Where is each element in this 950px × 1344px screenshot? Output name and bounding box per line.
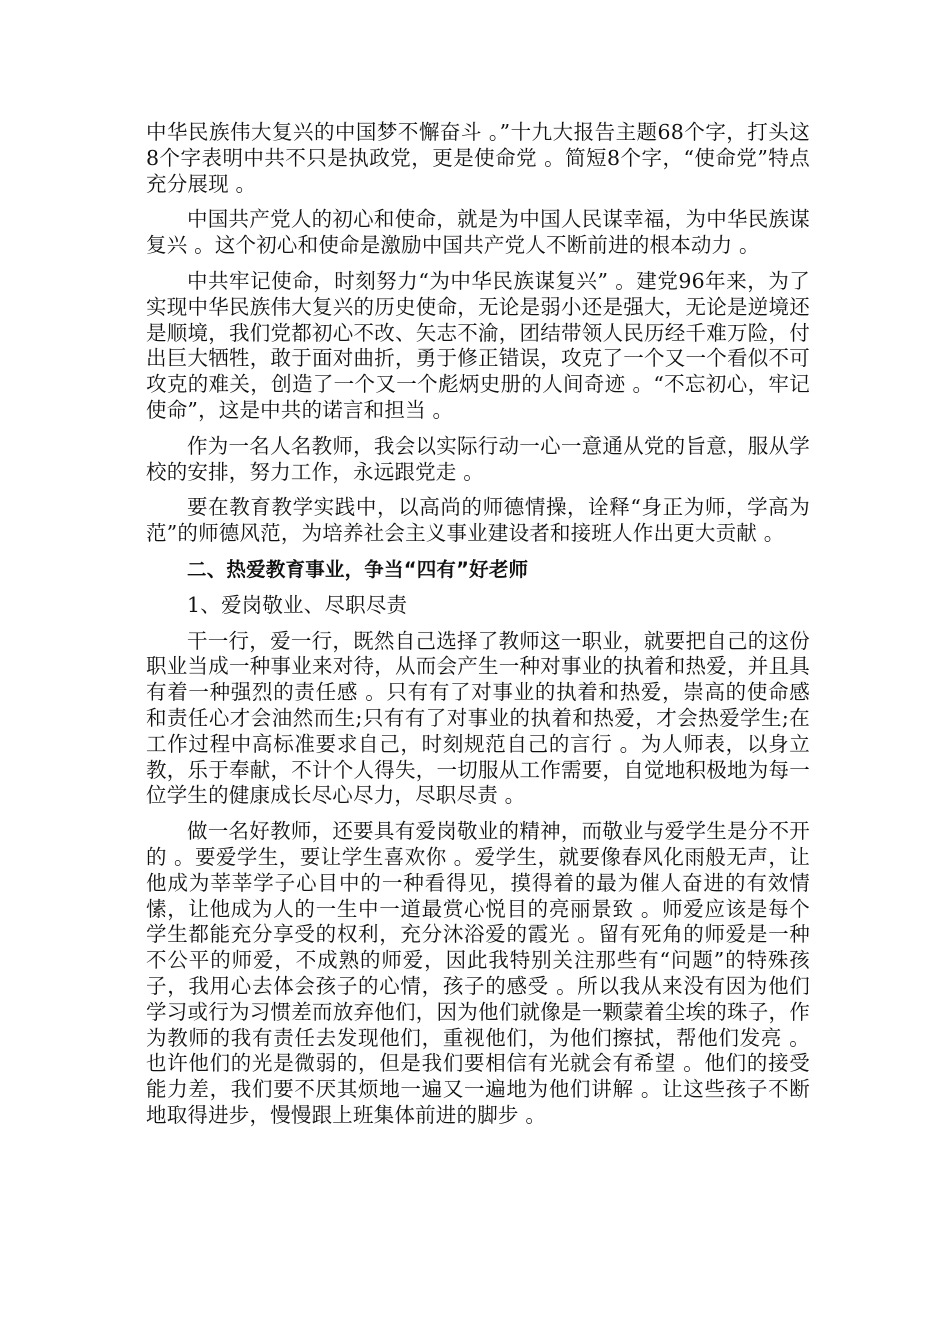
paragraph-5: 要在教育教学实践中，以高尚的师德情操，诠释“身正为师，学高为范”的师德风范，为培养社会主义事业建设者和接班人作出更大贡献 。	[146, 495, 810, 546]
section-subheading: 1、爱岗敬业、尽职尽责	[187, 592, 408, 617]
paragraph-1: 中华民族伟大复兴的中国梦不懈奋斗 。”十九大报告主题68个字，打头这8个字表明中共不只是执政党，更是使命党 。简短8个字，“使命党”特点充分展现 。	[146, 120, 810, 196]
paragraph-7: 做一名好教师，还要具有爱岗敬业的精神，而敬业与爱学生是分不开的 。要爱学生，要让学生喜欢你 。爱学生，就要像春风化雨般无声，让他成为莘莘学子心目中的一种看得见，摸得着的最为催人奋进的有效情愫，让他成为人的一生中一道最赏心悦目的亮丽景致 。师爱应该是每个学生都能充分享受的权利，充分沐浴爱的霞光 。留有死角的师爱是一种不公平的师爱，不成熟的师爱，因此我特别关注那些有“问题”的特殊孩子，我用心去体会孩子的心情，孩子的感受 。所以我从来没有因为他们学习或行为习惯差而放弃他们，因为他们就像是一颗蒙着尘埃的珠子，作为教师的我有责任去发现他们，重视他们，为他们擦拭，帮他们发亮 。也许他们的光是微弱的，但是我们要相信有光就会有希望 。他们的接受能力差，我们要不厌其烦地一遍又一遍地为他们讲解 。让这些孩子不断地取得进步，慢慢跟上班集体前进的脚步 。	[146, 819, 810, 1127]
paragraph-4: 作为一名人名教师，我会以实际行动一心一意通从党的旨意，服从学校的安排，努力工作，永远跟党走 。	[146, 433, 810, 484]
document-page	[146, 120, 810, 1139]
section-heading: 二、热爱教育事业，争当“四有”好老师	[187, 557, 529, 581]
paragraph-2: 中国共产党人的初心和使命，就是为中国人民谋幸福，为中华民族谋复兴 。这个初心和使命是激励中国共产党人不断前进的根本动力 。	[146, 207, 810, 258]
paragraph-3: 中共牢记使命，时刻努力“为中华民族谋复兴” 。建党96年来，为了实现中华民族伟大复兴的历史使命，无论是弱小还是强大，无论是逆境还是顺境，我们党都初心不改、矢志不渝，团结带领人民历经千难万险，付出巨大牺牲，敢于面对曲折，勇于修正错误，攻克了一个又一个看似不可攻克的难关，创造了一个又一个彪炳史册的人间奇迹 。“不忘初心，牢记使命”，这是中共的诺言和担当 。	[146, 268, 810, 422]
paragraph-6: 干一行，爱一行，既然自己选择了教师这一职业，就要把自己的这份职业当成一种事业来对待，从而会产生一种对事业的执着和热爱，并且具有着一种强烈的责任感 。只有有了对事业的执着和热爱，崇高的使命感和责任心才会油然而生;只有有了对事业的执着和热爱，才会热爱学生;在工作过程中高标准要求自己，时刻规范自己的言行 。为人师表，以身立教，乐于奉献，不计个人得失，一切服从工作需要，自觉地积极地为每一位学生的健康成长尽心尽力，尽职尽责 。	[146, 628, 810, 808]
